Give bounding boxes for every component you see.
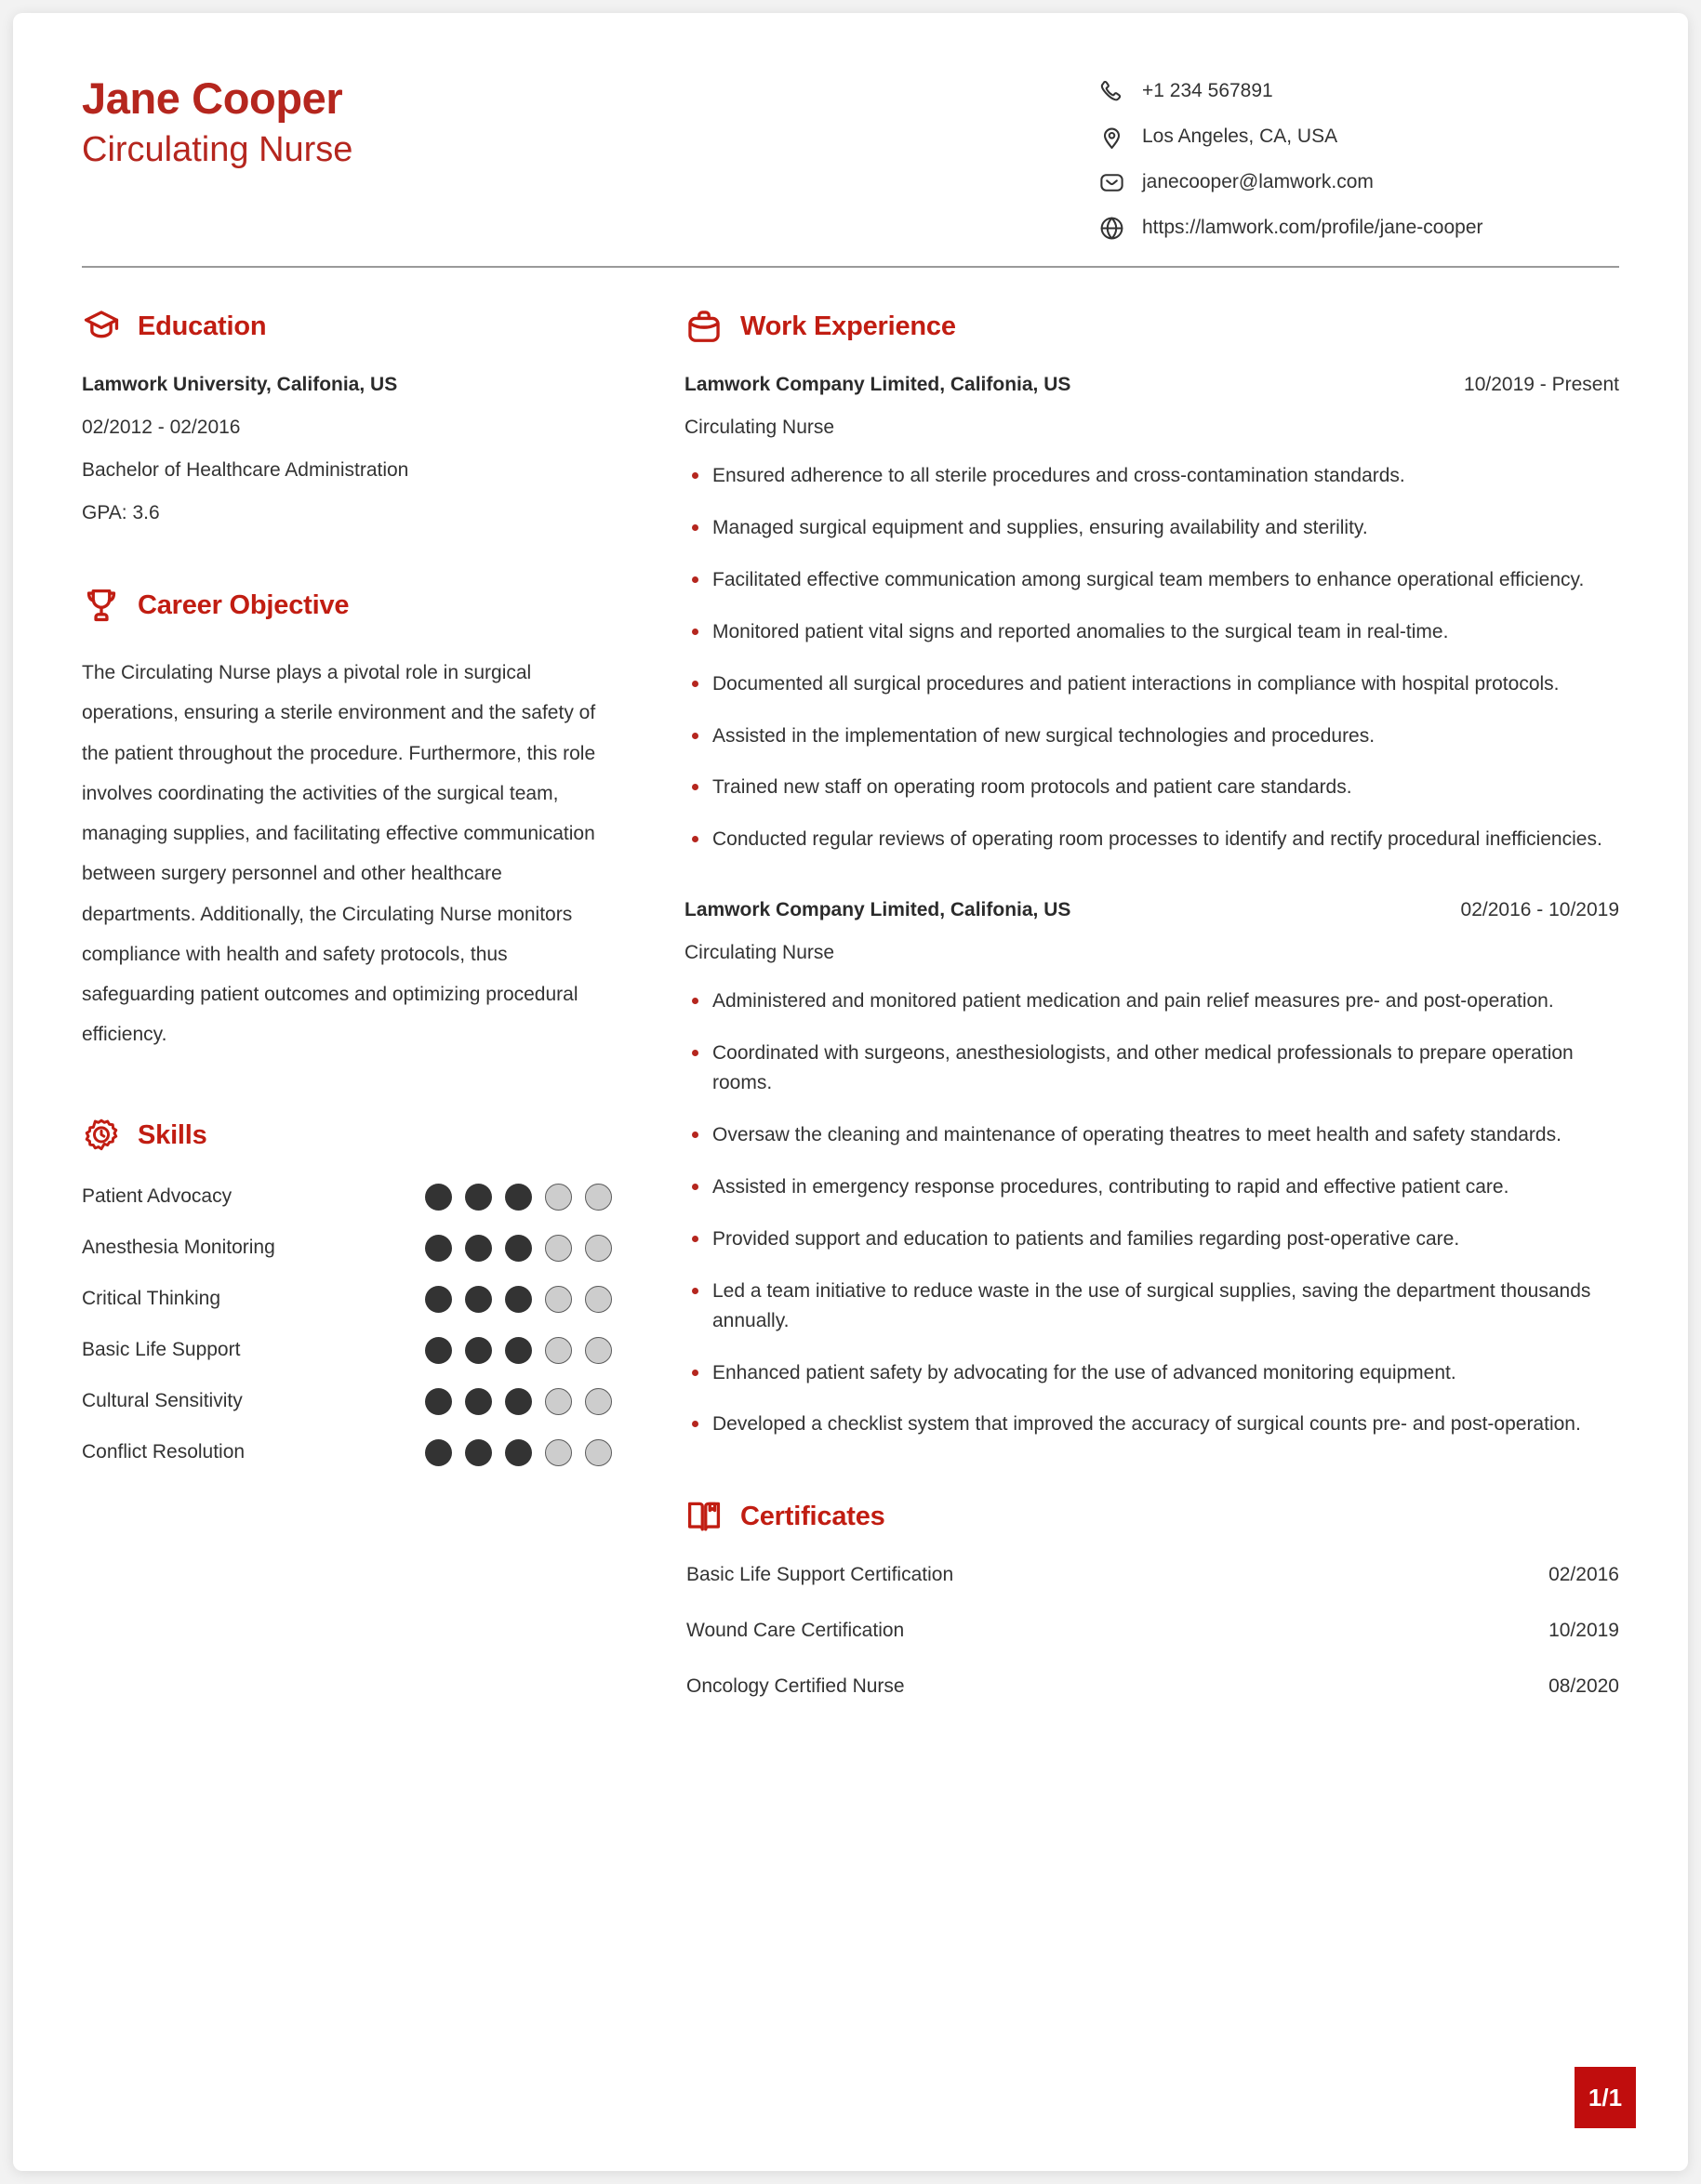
- rating-dot-filled: [425, 1439, 452, 1466]
- job-dates: 02/2016 - 10/2019: [1460, 899, 1619, 921]
- rating-dot-filled: [505, 1439, 532, 1466]
- phone-icon: [1098, 78, 1125, 105]
- certificate-row: [684, 1620, 1619, 1642]
- rating-dot-empty: [545, 1184, 572, 1211]
- skill-rating-dots: [425, 1235, 612, 1262]
- skill-row: [82, 1235, 612, 1262]
- section-skills: [82, 1117, 614, 1466]
- skill-name: Critical Thinking: [82, 1288, 220, 1309]
- job-role: Circulating Nurse: [684, 942, 835, 964]
- job-bullet: Managed surgical equipment and supplies, ensuring availability and sterility.: [684, 513, 1619, 543]
- job-bullet: Oversaw the cleaning and maintenance of operating theatres to meet health and safety standards.: [684, 1120, 1619, 1150]
- job-bullet: Monitored patient vital signs and reported anomalies to the surgical team in real-time.: [684, 617, 1619, 647]
- contact-value-email: janecooper@lamwork.com: [1142, 171, 1374, 193]
- page-number-badge: 1/1: [1575, 2067, 1636, 2128]
- job-organization: Lamwork Company Limited, Califonia, US: [684, 374, 1071, 395]
- rating-dot-filled: [425, 1388, 452, 1415]
- rating-dot-filled: [425, 1235, 452, 1262]
- certificate-date: 10/2019: [1548, 1620, 1619, 1642]
- section-title-certificates: Certificates: [740, 1501, 885, 1531]
- job-bullet: Developed a checklist system that improved the accuracy of surgical counts pre- and post-operation.: [684, 1410, 1619, 1439]
- skill-name: Conflict Resolution: [82, 1441, 246, 1463]
- section-education: [82, 307, 614, 524]
- certificate-name: Oncology Certified Nurse: [686, 1675, 905, 1698]
- rating-dot-empty: [545, 1286, 572, 1313]
- rating-dot-empty: [585, 1388, 612, 1415]
- rating-dot-filled: [425, 1337, 452, 1364]
- skill-row: [82, 1286, 612, 1313]
- contact-value-website: https://lamwork.com/profile/jane-cooper: [1142, 217, 1483, 239]
- certificate-row: [684, 1564, 1619, 1586]
- education-organization: Lamwork University, Califonia, US: [82, 374, 398, 395]
- section-title-skills: Skills: [138, 1120, 207, 1150]
- job-dates: 10/2019 - Present: [1464, 374, 1619, 395]
- resume-header: [82, 65, 1619, 242]
- contact-item-email[interactable]: [1098, 169, 1619, 196]
- skill-rating-dots: [425, 1286, 612, 1313]
- gear-clock-icon: [82, 1117, 121, 1156]
- job-bullet: Assisted in emergency response procedures, contributing to rapid and effective patient care.: [684, 1172, 1619, 1202]
- job-bullet: Led a team initiative to reduce waste in the use of surgical supplies, saving the department thousands annually.: [684, 1277, 1619, 1336]
- skill-rating-dots: [425, 1439, 612, 1466]
- rating-dot-filled: [505, 1337, 532, 1364]
- section-work-experience: [684, 307, 1619, 1439]
- job-bullet-list: [684, 461, 1619, 854]
- page-title: Jane Cooper: [82, 73, 343, 123]
- rating-dot-empty: [585, 1184, 612, 1211]
- resume-page: [13, 13, 1688, 2171]
- rating-dot-filled: [505, 1286, 532, 1313]
- briefcase-icon: [684, 307, 724, 346]
- job-bullet-list: [684, 986, 1619, 1439]
- skill-name: Patient Advocacy: [82, 1185, 233, 1207]
- job-bullet: Assisted in the implementation of new surgical technologies and procedures.: [684, 721, 1619, 751]
- rating-dot-empty: [585, 1235, 612, 1262]
- job-bullet: Ensured adherence to all sterile procedures and cross-contamination standards.: [684, 461, 1619, 491]
- certificate-date: 02/2016: [1548, 1564, 1619, 1586]
- headline-job-title: Circulating Nurse: [82, 129, 353, 169]
- job-bullet: Administered and monitored patient medication and pain relief measures pre- and post-operation.: [684, 986, 1619, 1016]
- job-bullet: Documented all surgical procedures and patient interactions in compliance with hospital protocols.: [684, 669, 1619, 699]
- contact-list: [1098, 65, 1619, 242]
- rating-dot-empty: [545, 1439, 572, 1466]
- section-title-work-experience: Work Experience: [740, 311, 956, 341]
- skill-name: Basic Life Support: [82, 1339, 241, 1360]
- book-icon: [684, 1497, 724, 1536]
- job-bullet: Coordinated with surgeons, anesthesiologists, and other medical professionals to prepare operation rooms.: [684, 1039, 1619, 1098]
- skill-row: [82, 1439, 612, 1466]
- skill-row: [82, 1184, 612, 1211]
- education-gpa: GPA: 3.6: [82, 502, 160, 523]
- certificate-row: [684, 1675, 1619, 1698]
- certificate-name: Basic Life Support Certification: [686, 1564, 954, 1586]
- graduation-cap-icon: [82, 307, 121, 346]
- rating-dot-filled: [465, 1235, 492, 1262]
- rating-dot-filled: [465, 1286, 492, 1313]
- rating-dot-empty: [585, 1439, 612, 1466]
- education-dates: 02/2012 - 02/2016: [82, 417, 241, 438]
- rating-dot-empty: [545, 1388, 572, 1415]
- rating-dot-filled: [465, 1184, 492, 1211]
- rating-dot-empty: [545, 1337, 572, 1364]
- certificate-date: 08/2020: [1548, 1675, 1619, 1698]
- contact-item-location[interactable]: [1098, 124, 1619, 151]
- rating-dot-empty: [585, 1286, 612, 1313]
- job-bullet: Trained new staff on operating room protocols and patient care standards.: [684, 773, 1619, 802]
- rating-dot-empty: [545, 1235, 572, 1262]
- rating-dot-filled: [425, 1184, 452, 1211]
- identity-block: [82, 65, 352, 173]
- skill-name: Cultural Sensitivity: [82, 1390, 243, 1411]
- job-bullet: Provided support and education to patients and families regarding post-operative care.: [684, 1224, 1619, 1254]
- skill-row: [82, 1337, 612, 1364]
- location-icon: [1098, 124, 1125, 151]
- rating-dot-empty: [585, 1337, 612, 1364]
- rating-dot-filled: [465, 1439, 492, 1466]
- email-icon: [1098, 169, 1125, 196]
- skill-rating-dots: [425, 1184, 612, 1211]
- job-bullet: Facilitated effective communication among surgical team members to enhance operational efficiency.: [684, 565, 1619, 595]
- website-icon: [1098, 215, 1125, 242]
- contact-item-website[interactable]: [1098, 215, 1619, 242]
- section-title-career-objective: Career Objective: [138, 589, 350, 620]
- section-career-objective: [82, 586, 614, 1055]
- rating-dot-filled: [505, 1235, 532, 1262]
- skill-rating-dots: [425, 1337, 612, 1364]
- section-certificates: [684, 1497, 1619, 1698]
- rating-dot-filled: [465, 1388, 492, 1415]
- job-bullet: Conducted regular reviews of operating room processes to identify and rectify procedural inefficiencies.: [684, 825, 1619, 854]
- trophy-icon: [82, 586, 121, 625]
- job-bullet: Enhanced patient safety by advocating for the use of advanced monitoring equipment.: [684, 1358, 1619, 1388]
- career-objective-text: The Circulating Nurse plays a pivotal role in surgical operations, ensuring a sterile environment and the safety of the patient throughout the procedure. Furthermore, this role involves coordinating the activities of the surgical team, managing supplies, and facilitating effective communication between surgery personnel and other healthcare departments. Additionally, the Circulating Nurse monitors compliance with health and safety protocols, thus safeguarding patient outcomes and optimizing procedural efficiency.: [82, 662, 596, 1046]
- job-organization: Lamwork Company Limited, Califonia, US: [684, 899, 1071, 921]
- job-entry: [684, 374, 1619, 854]
- rating-dot-filled: [425, 1286, 452, 1313]
- rating-dot-filled: [505, 1388, 532, 1415]
- contact-item-phone[interactable]: [1098, 78, 1619, 105]
- certificate-name: Wound Care Certification: [686, 1620, 905, 1642]
- section-title-education: Education: [138, 311, 267, 341]
- skill-name: Anesthesia Monitoring: [82, 1237, 275, 1258]
- rating-dot-filled: [465, 1337, 492, 1364]
- education-degree: Bachelor of Healthcare Administration: [82, 459, 409, 481]
- job-role: Circulating Nurse: [684, 417, 835, 438]
- contact-value-phone: +1 234 567891: [1142, 80, 1273, 102]
- contact-value-location: Los Angeles, CA, USA: [1142, 126, 1338, 148]
- skill-rating-dots: [425, 1388, 612, 1415]
- rating-dot-filled: [505, 1184, 532, 1211]
- job-entry: [684, 899, 1619, 1439]
- skill-row: [82, 1388, 612, 1415]
- header-divider: [82, 266, 1619, 268]
